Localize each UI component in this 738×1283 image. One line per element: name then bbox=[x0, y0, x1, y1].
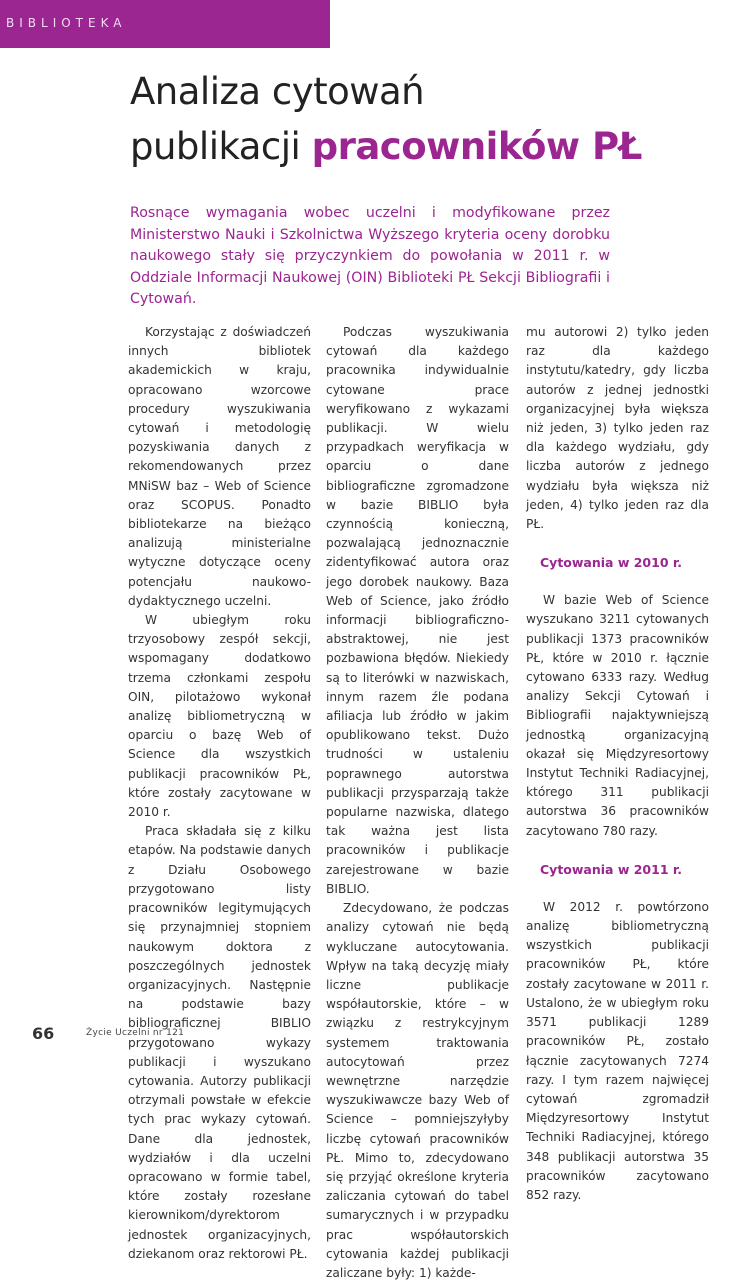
subheading-2010: Cytowania w 2010 r. bbox=[540, 555, 683, 571]
title-line-1: Analiza cytowań bbox=[130, 70, 425, 113]
section-label: BIBLIOTEKA bbox=[6, 16, 127, 30]
column-2 bbox=[326, 323, 509, 1283]
lead-paragraph: Rosnące wymagania wobec uczelni i modyfikowane przez Ministerstwo Nauki i Szkolnictwa Wyższego kryteria oceny dorobku naukowego stały się przyczynkiem do powołania w 2011 r. w Oddziale Informacji Naukowej (OIN) Biblioteki PŁ Sekcji Bibliografii i Cytowań. bbox=[130, 205, 610, 307]
column-3 bbox=[526, 323, 709, 1205]
paragraph: Praca składała się z kilku etapów. Na podstawie danych z Działu Osobowego przygotowano listy pracowników legitymujących się przynajmniej stopniem naukowym doktora z poszczególnych jednostek organizacyjnych. Następnie na podstawie bazy bibliograficznej BIBLIO przygotowano wykazy publikacji i wyszukano cytowania. Autorzy publikacji otrzymali powstałe w efekcie tych prac wykazy cytowań. Dane dla jednostek, wydziałów i dla uczelni opracowano w formie tabel, które zostały rozesłane kierownikom/dyrektorom jednostek organizacyjnych, dziekanom oraz rektorowi PŁ. bbox=[128, 824, 311, 1261]
column-1 bbox=[128, 323, 311, 1264]
section-bar bbox=[0, 0, 330, 48]
title-accent: pracowników PŁ bbox=[311, 125, 642, 168]
title-line-2: publikacji bbox=[130, 125, 312, 168]
paragraph: Podczas wyszukiwania cytowań dla każdego pracownika indywidualnie cytowane prace weryfikowano z wykazami publikacji. W wielu przypadkach weryfikacja w oparciu o dane bibliograficzne zgromadzone w bazie BIBLIO była czynnością konieczną, pozwalającą jednoznacznie zidentyfikować autora oraz jego dorobek naukowy. Baza Web of Science, jako źródło informacji bibliograficzno-abstraktowej, nie jest pozbawiona błędów. Niekiedy są to literówki w nazwiskach, innym razem źle podana afiliacja lub źródło w jakim opublikowano tekst. Dużo trudności w ustaleniu poprawnego autorstwa publikacji przysparzają także popularne nazwiska, dlatego tak ważna jest lista pracowników i publikacje zarejestrowane w bazie BIBLIO. bbox=[326, 325, 509, 896]
paragraph: W ubiegłym roku trzyosobowy zespół sekcji, wspomagany dodatkowo trzema członkami zespołu OIN, pilotażowo wykonał analizę bibliometryczną w oparciu o bazę Web of Science dla wszystkich publikacji pracowników PŁ, które zostały zacytowane w 2010 r. bbox=[128, 613, 311, 820]
subheading-2011: Cytowania w 2011 r. bbox=[540, 861, 683, 877]
paragraph: W bazie Web of Science wyszukano 3211 cytowanych publikacji 1373 pracowników PŁ, które w 2010 r. łącznie cytowano 6333 razy. Według analizy Sekcji Cytowań i Bibliografii najaktywniejszą jednostką organizacyjną okazał się Międzyresortowy Instytut Techniki Radiacyjnej, którego 311 publikacji autorstwa 36 pracowników zacytowano 780 razy. bbox=[526, 593, 709, 838]
paragraph: W 2012 r. powtórzono analizę bibliometryczną wszystkich publikacji pracowników PŁ, które zostały zacytowane w 2011 r. Ustalono, że w ubiegłym roku 3571 publikacji 1289 pracowników PŁ, zostało łącznie zacytowanych 7274 razy. I tym razem najwięcej cytowań zgromadził Międzyresortowy Instytut Techniki Radiacyjnej, którego 348 publikacji autorstwa 35 pracowników zacytowano 852 razy. bbox=[526, 899, 709, 1202]
page-number: 66 bbox=[32, 1024, 55, 1043]
article-title bbox=[130, 64, 710, 174]
paragraph: Zdecydowano, że podczas analizy cytowań nie będą wykluczane autocytowania. Wpływ na taką decyzję miały liczne publikacje współautorskie, które – w związku z restrykcyjnym systemem traktowania autocytowań przez wewnętrzne narzędzie wyszukiwawcze bazy Web of Science – pomniejszyłyby liczbę cytowań pracowników PŁ. Mimo to, zdecydowano się przyjąć określone kryteria zaliczania cytowań do tabel sumarycznych i w przypadku prac współautorskich cytowania każdej publikacji zaliczane były: 1) każde- bbox=[326, 901, 509, 1280]
running-title: Życie Uczelni nr 121 bbox=[86, 1028, 185, 1038]
paragraph: Korzystając z doświadczeń innych bibliotek akademickich w kraju, opracowano wzorcowe procedury wyszukiwania cytowań i metodologię pozyskiwania danych z rekomendowanych przez MNiSW baz – Web of Science oraz SCOPUS. Ponadto bibliotekarze na bieżąco analizują ministerialne wytyczne dotyczące oceny potencjału naukowo-dydaktycznego uczelni. bbox=[128, 325, 311, 608]
paragraph-continuation: mu autorowi 2) tylko jeden raz dla każdego instytutu/katedry, gdy liczba autorów z jednej jednostki organizacyjnej była większa niż jeden, 3) tylko jeden raz dla każdego wydziału, gdy liczba autorów z jednego wydziału była większa niż jeden, 4) tylko jeden raz dla PŁ. bbox=[526, 325, 709, 532]
